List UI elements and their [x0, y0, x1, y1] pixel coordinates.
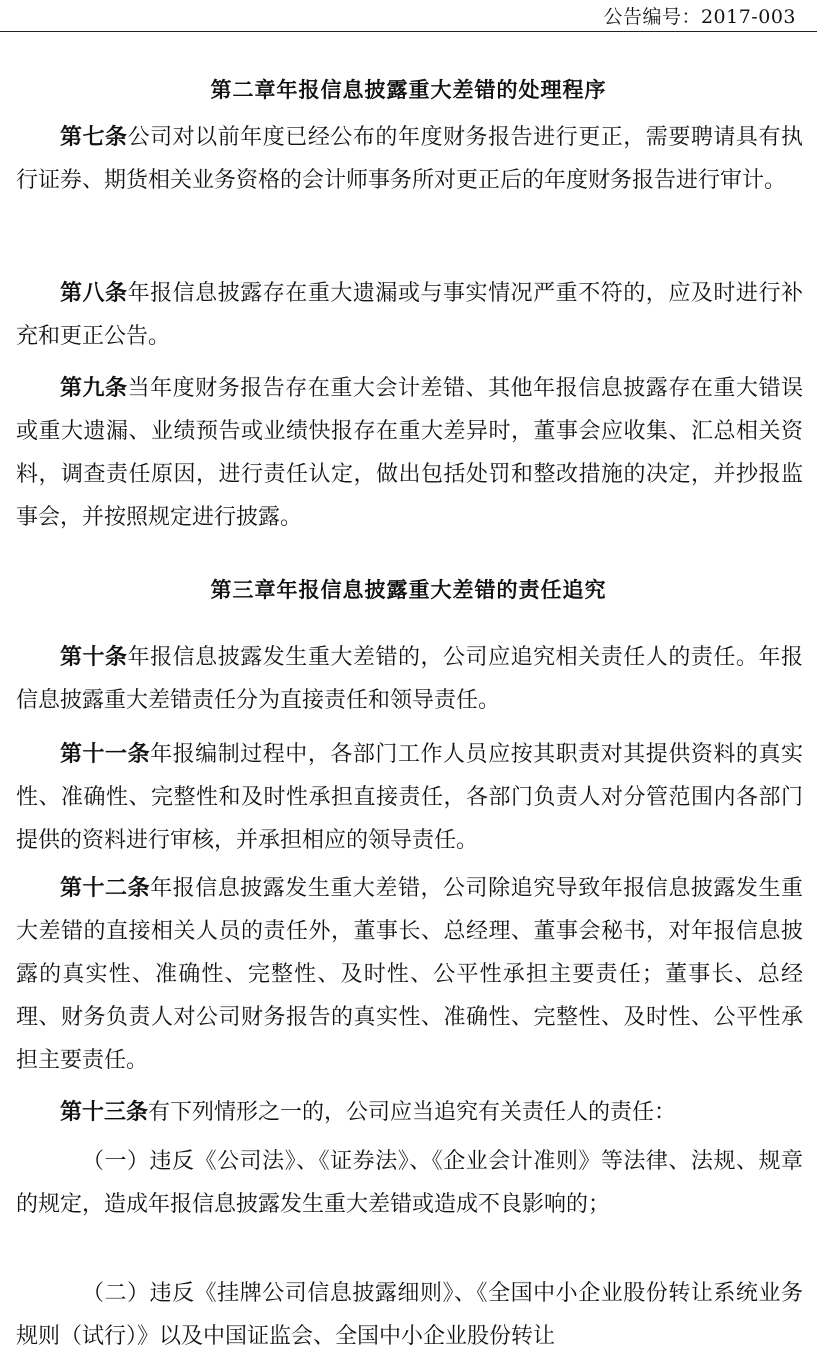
- article-12-label: 第十二条: [60, 875, 151, 901]
- article-11-label: 第十一条: [60, 741, 151, 767]
- article-10-text: 年报信息披露发生重大差错的，公司应追究相关责任人的责任。年报信息披露重大差错责任分为直接责任和领导责任。: [16, 645, 803, 713]
- article-11-text: 年报编制过程中，各部门工作人员应按其职责对其提供资料的真实性、准确性、完整性和及时性承担直接责任，各部门负责人对分管范围内各部门提供的资料进行审核，并承担相应的领导责任。: [16, 742, 803, 853]
- article-8-label: 第八条: [60, 280, 128, 306]
- article-7-text: 公司对以前年度已经公布的年度财务报告进行更正，需要聘请具有执行证券、期货相关业务资格的会计师事务所对更正后的年度财务报告进行审计。: [16, 125, 803, 193]
- article-7-label: 第七条: [60, 124, 128, 150]
- document-number: 公告编号：2017-003: [603, 6, 796, 28]
- list-item-1: （一）违反《公司法》、《证券法》、《企业会计准则》等法律、法规、规章的规定，造成年报信息披露发生重大差错或造成不良影响的；: [16, 1149, 803, 1217]
- chapter-2-title: 第二章年报信息披露重大差错的处理程序: [210, 77, 607, 102]
- article-10-label: 第十条: [60, 644, 128, 670]
- article-13-label: 第十三条: [60, 1099, 149, 1125]
- article-9: [16, 367, 803, 539]
- list-item-2: （二）违反《挂牌公司信息披露细则》、《全国中小企业股份转让系统业务规则（试行）》以及中国证监会、全国中小企业股份转让: [16, 1281, 803, 1349]
- article-12: [16, 867, 803, 1082]
- chapter-3-title: 第三章年报信息披露重大差错的责任追究: [210, 577, 607, 602]
- article-9-label: 第九条: [60, 375, 128, 401]
- article-7: [16, 116, 803, 202]
- article-8-text: 年报信息披露存在重大遗漏或与事实情况严重不符的，应及时进行补充和更正公告。: [16, 281, 803, 349]
- article-10: [16, 636, 803, 722]
- article-8: [16, 272, 803, 358]
- article-9-text: 当年度财务报告存在重大会计差错、其他年报信息披露存在重大错误或重大遗漏、业绩预告或业绩快报存在重大差异时，董事会应收集、汇总相关资料，调查责任原因，进行责任认定，做出包括处罚和整改措施的决定，并抄报监事会，并按照规定进行披露。: [16, 376, 803, 530]
- article-13: [16, 1091, 803, 1134]
- article-13-text: 有下列情形之一的，公司应当追究有关责任人的责任：: [148, 1100, 677, 1125]
- article-12-text: 年报信息披露发生重大差错，公司除追究导致年报信息披露发生重大差错的直接相关人员的责任外，董事长、总经理、董事会秘书，对年报信息披露的真实性、准确性、完整性、及时性、公平性承担主要责任；董事长、总经理、财务负责人对公司财务报告的真实性、准确性、完整性、及时性、公平性承担主要责任。: [16, 876, 803, 1073]
- header-divider: [0, 31, 817, 32]
- article-11: [16, 733, 803, 862]
